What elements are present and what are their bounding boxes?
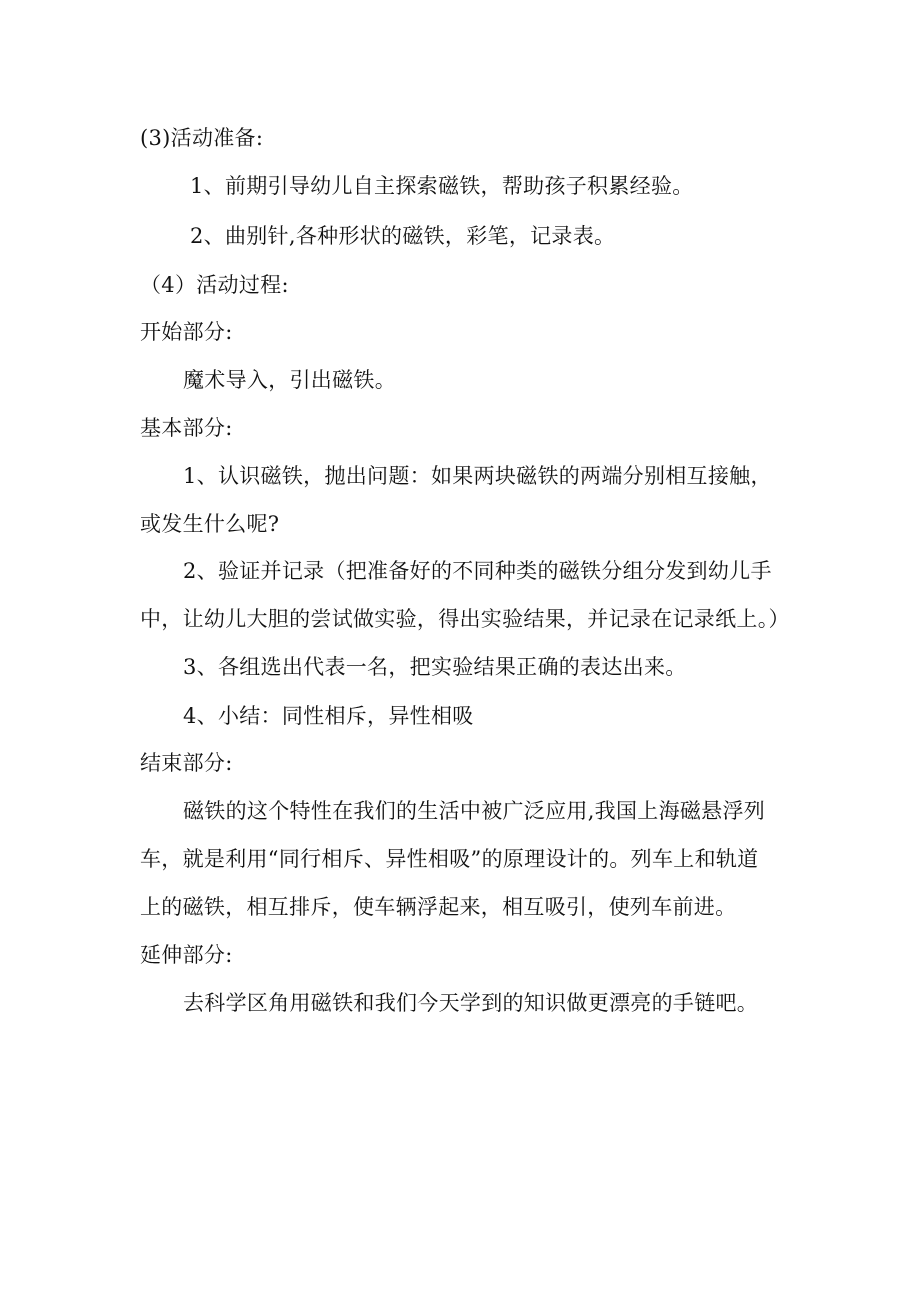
section-basic-label: 基本部分: [140,416,233,440]
heading-activity-process: （4）活动过程: [140,273,289,297]
section-extension-label: 延伸部分: [140,943,233,967]
section-start-label: 开始部分: [140,320,233,344]
preparation-item-1: 1、前期引导幼儿自主探索磁铁，帮助孩子积累经验。 [190,174,694,198]
section-end-label: 结束部分: [140,751,233,775]
basic-step-1-line-2: 或发生什么呢? [140,512,280,536]
basic-step-1-line-1: 1、认识磁铁，抛出问题：如果两块磁铁的两端分别相互接触， [183,464,772,488]
start-paragraph: 魔术导入，引出磁铁。 [183,368,396,392]
basic-step-2-line-1: 2、验证并记录（把准备好的不同种类的磁铁分组分发到幼儿手 [183,559,772,583]
extension-paragraph: 去科学区角用磁铁和我们今天学到的知识做更漂亮的手链吧。 [183,991,759,1015]
basic-step-3: 3、各组选出代表一名，把实验结果正确的表达出来。 [183,655,687,679]
end-paragraph-line-1: 磁铁的这个特性在我们的生活中被广泛应用,我国上海磁悬浮列 [183,799,766,823]
basic-step-4: 4、小结：同性相斥，异性相吸 [183,704,474,728]
preparation-item-2: 2、曲别针,各种形状的磁铁，彩笔，记录表。 [190,224,616,248]
end-paragraph-line-2: 车，就是利用“同行相斥、异性相吸”的原理设计的。列车上和轨道 [140,847,759,871]
basic-step-2-line-2: 中，让幼儿大胆的尝试做实验，得出实验结果，并记录在记录纸上。） [140,607,790,631]
end-paragraph-line-3: 上的磁铁，相互排斥，使车辆浮起来，相互吸引，使列车前进。 [140,895,737,919]
heading-activity-preparation: (3)活动准备: [140,126,264,150]
